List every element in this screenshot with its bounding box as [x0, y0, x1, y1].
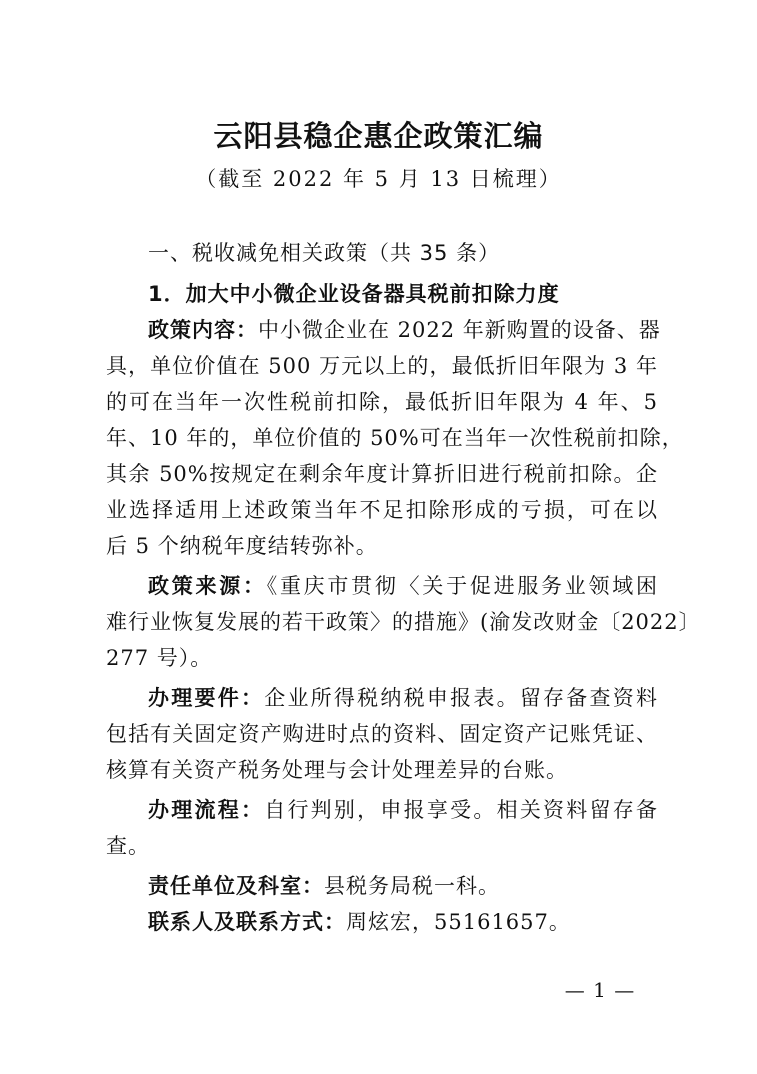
policy-source-line-2: 难行业恢复发展的若干政策〉的措施》(渝发改财金〔2022〕 — [106, 610, 701, 634]
section-heading: 一、税收减免相关政策（共 35 条） — [148, 241, 501, 265]
policy-content-line-1: 政策内容：中小微企业在 2022 年新购置的设备、器 — [148, 318, 661, 342]
policy-content-line-7: 后 5 个纳税年度结转弥补。 — [106, 534, 378, 558]
policy-source-line-3: 277 号）。 — [106, 646, 213, 670]
contact-line — [148, 907, 658, 937]
policy-content-line-6: 业选择适用上述政策当年不足扣除形成的亏损，可在以 — [106, 498, 658, 522]
responsible-unit-line — [148, 871, 658, 901]
requirements-label: 办理要件： — [148, 686, 265, 710]
policy-content-line-3: 的可在当年一次性税前扣除，最低折旧年限为 4 年、5 — [106, 390, 658, 414]
requirements-line-1: 办理要件：企业所得税纳税申报表。留存备查资料 — [148, 686, 659, 710]
policy-source-label: 政策来源： — [148, 574, 267, 598]
process-line-1: 办理流程：自行判别，申报享受。相关资料留存备 — [148, 798, 659, 822]
page-number: — 1 — — [564, 978, 636, 1002]
policy-content-line-4: 年、10 年的，单位价值的 50%可在当年一次性税前扣除， — [106, 426, 684, 450]
contact-label: 联系人及联系方式： — [148, 910, 346, 934]
requirements-line-3: 核算有关资产税务处理与会计处理差异的台账。 — [106, 758, 568, 782]
process-line-2: 查。 — [106, 834, 150, 858]
document-title: 云阳县稳企惠企政策汇编 — [213, 119, 544, 153]
policy-content-line-5: 其余 50%按规定在剩余年度计算折旧进行税前扣除。企 — [106, 462, 658, 486]
responsible-unit-label: 责任单位及科室： — [148, 874, 324, 898]
item-heading: 1．加大中小微企业设备器具税前扣除力度 — [148, 282, 560, 306]
responsible-unit-value: 县税务局税一科。 — [324, 874, 500, 898]
contact-value: 周炫宏，55161657。 — [346, 910, 571, 934]
policy-content-line-2: 具，单位价值在 500 万元以上的，最低折旧年限为 3 年 — [106, 354, 658, 378]
process-label: 办理流程： — [148, 798, 265, 822]
document-subtitle: （截至 2022 年 5 月 13 日梳理） — [195, 167, 562, 191]
policy-source-line-1: 政策来源：《重庆市贯彻〈关于促进服务业领域困 — [148, 574, 659, 598]
policy-content-label: 政策内容： — [148, 318, 258, 342]
requirements-line-2: 包括有关固定资产购进时点的资料、固定资产记账凭证、 — [106, 722, 658, 746]
